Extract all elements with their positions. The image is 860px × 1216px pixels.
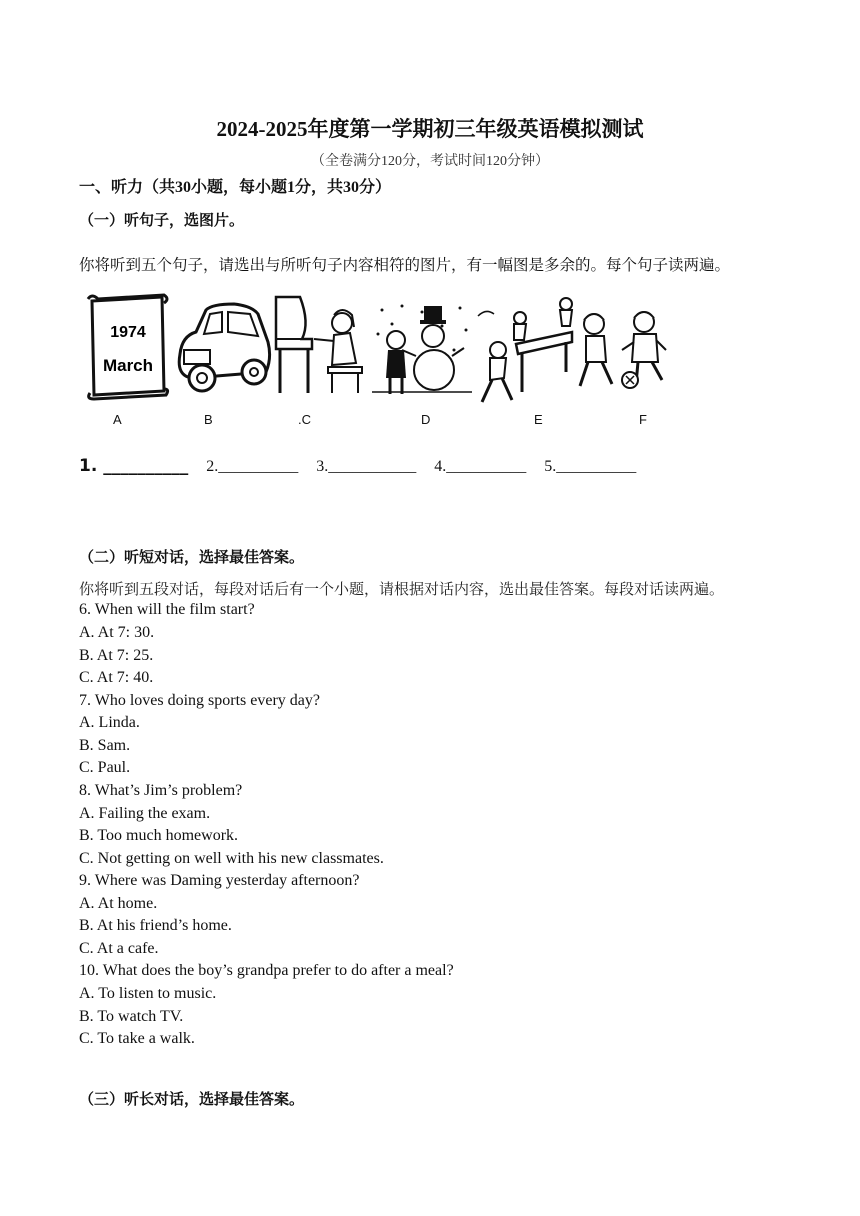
answer-blank-3[interactable]: 3.___________ xyxy=(316,458,417,475)
option-line: A. Linda. xyxy=(79,714,140,731)
question-line: 8. What’s Jim’s problem? xyxy=(79,782,243,799)
option-line: C. Paul. xyxy=(79,759,131,776)
option-line: C. At 7: 40. xyxy=(79,669,154,686)
part2-instruction: 你将听到五段对话，每段对话后有一个小题，请根据对话内容，选出最佳答案。每段对话读两遍。 xyxy=(79,582,725,598)
question-line: 6. When will the film start? xyxy=(79,601,255,618)
answer-blank-4[interactable]: 4.__________ xyxy=(434,458,527,475)
option-line: C. To take a walk. xyxy=(79,1030,195,1047)
option-line: A. Failing the exam. xyxy=(79,805,211,822)
question-line: 10. What does the boy’s grandpa prefer to do after a meal? xyxy=(79,962,454,979)
table-tennis-picture xyxy=(476,296,576,406)
calendar-picture xyxy=(84,293,170,401)
answer-blanks-row xyxy=(79,456,650,476)
answer-blank-2[interactable]: 2.__________ xyxy=(206,458,299,475)
option-line: B. At his friend’s home. xyxy=(79,917,232,934)
part2-heading: （二）听短对话，选择最佳答案。 xyxy=(79,548,305,566)
option-line: C. At a cafe. xyxy=(79,940,159,957)
part1-instruction: 你将听到五个句子，请选出与所听句子内容相符的图片，有一幅图是多余的。每个句子读两遍。 xyxy=(79,256,731,274)
question-line: 7. Who loves doing sports every day? xyxy=(79,692,320,709)
exam-info: （全卷满分120分，考试时间120分钟） xyxy=(311,154,549,169)
picture-label-f: F xyxy=(639,412,647,427)
snowman-picture xyxy=(372,300,472,400)
page-title: 2024-2025年度第一学期初三年级英语模拟测试 xyxy=(216,117,644,141)
part3-heading: （三）听长对话，选择最佳答案。 xyxy=(79,1090,305,1108)
answer-blank-1[interactable]: 1. __________ xyxy=(79,456,189,476)
picture-label-b: B xyxy=(204,412,213,427)
option-line: A. At 7: 30. xyxy=(79,624,155,641)
option-line: A. To listen to music. xyxy=(79,985,217,1002)
piano-picture xyxy=(272,293,370,395)
picture-label-d: D xyxy=(421,412,431,427)
calendar-year: 1974 xyxy=(110,324,146,341)
section-listening-heading: 一、听力（共30小题，每小题1分，共30分） xyxy=(79,179,392,196)
car-picture xyxy=(172,302,272,394)
option-line: B. At 7: 25. xyxy=(79,647,154,664)
question-line: 9. Where was Daming yesterday afternoon? xyxy=(79,872,360,889)
picture-label-a: A xyxy=(113,412,122,427)
picture-label-c: .C xyxy=(298,412,311,427)
part1-heading: （一）听句子，选图片。 xyxy=(79,211,245,229)
option-line: B. Sam. xyxy=(79,737,131,754)
football-picture xyxy=(578,300,674,392)
calendar-month: March xyxy=(102,356,154,375)
option-line: C. Not getting on well with his new classmates. xyxy=(79,850,384,867)
picture-label-e: E xyxy=(534,412,543,427)
answer-blank-5[interactable]: 5.__________ xyxy=(544,458,637,475)
option-line: A. At home. xyxy=(79,895,158,912)
option-line: B. To watch TV. xyxy=(79,1008,184,1025)
option-line: B. Too much homework. xyxy=(79,827,239,844)
